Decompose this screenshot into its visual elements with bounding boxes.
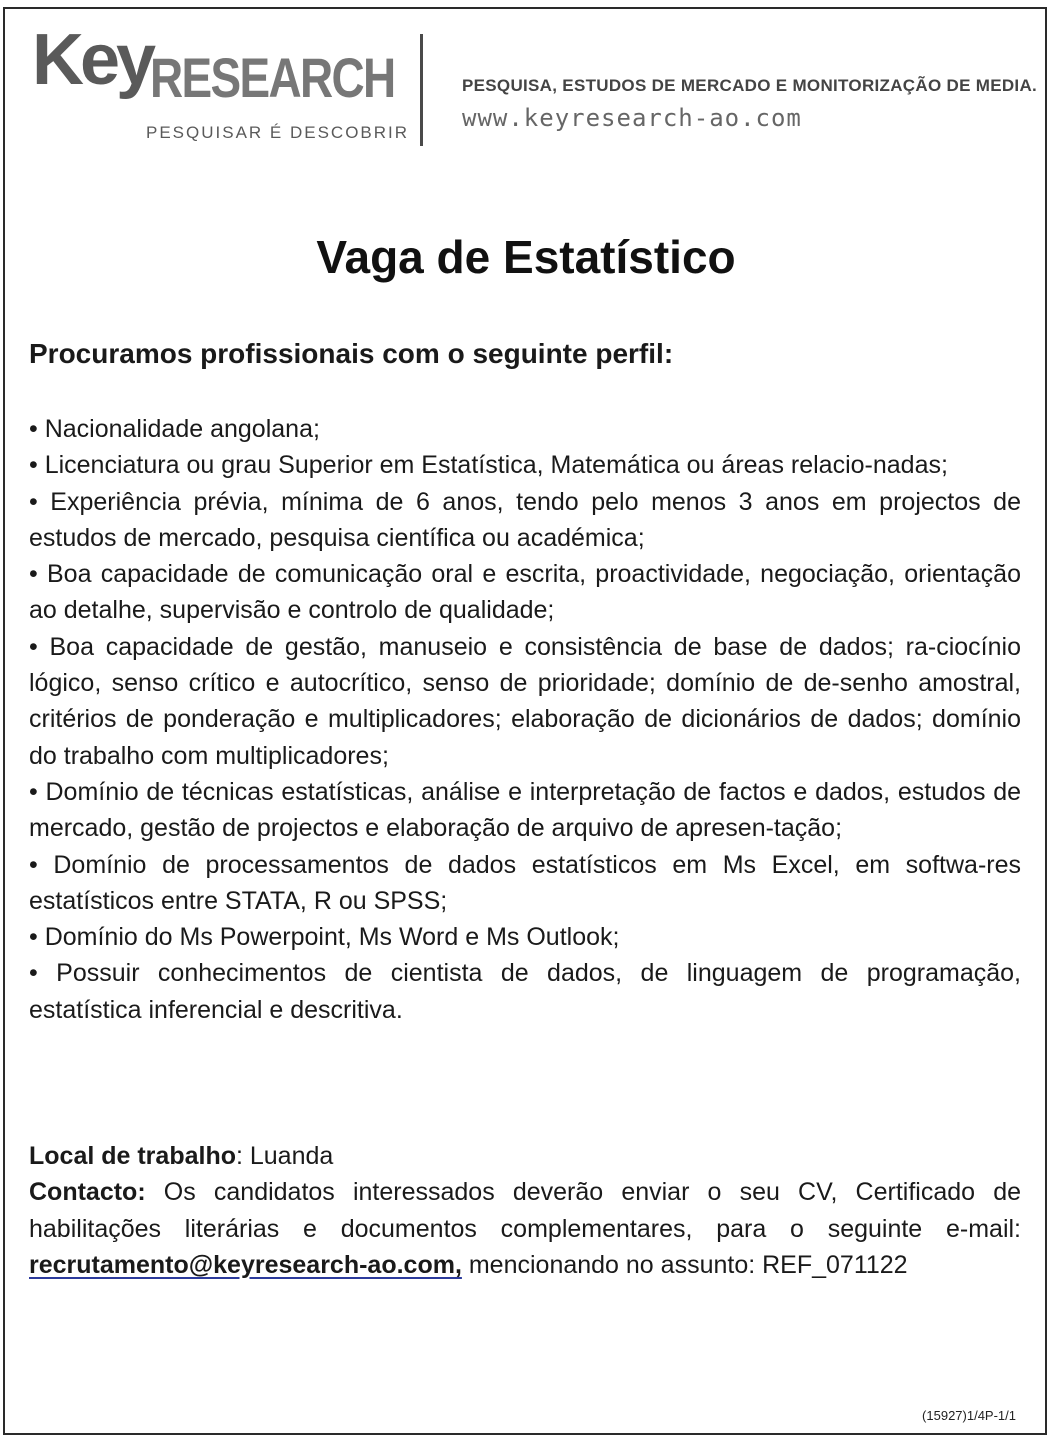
requirement-item: • Nacionalidade angolana; <box>29 415 320 443</box>
page-title: Vaga de Estatístico <box>316 231 736 283</box>
logo-key-text: Key <box>32 20 153 100</box>
profile-heading: Procuramos profissionais com o seguinte perfil: <box>29 338 674 369</box>
contact-after-text: mencionando no assunto: REF_071122 <box>461 1250 908 1279</box>
contact-label: Contacto: <box>29 1178 146 1207</box>
logo-tagline: PESQUISAR É DESCOBRIR <box>146 123 410 142</box>
footer-info <box>29 1138 1021 1283</box>
requirements-list <box>29 411 1021 1028</box>
requirement-item: • Domínio de processamentos de dados estatísticos em Ms Excel, em softwa-res estatísticos entre STATA, R ou SPSS; <box>29 850 1021 915</box>
requirement-item: • Licenciatura ou grau Superior em Estatística, Matemática ou áreas relacio-nadas; <box>29 451 948 480</box>
email-link[interactable]: recrutamento@keyresearch-ao.com, <box>29 1250 462 1279</box>
work-location-value: : Luanda <box>235 1142 334 1170</box>
company-description: PESQUISA, ESTUDOS DE MERCADO E MONITORIZAÇÃO DE MEDIA. <box>462 76 1038 95</box>
contact-text: Os candidatos interessados deverão enviar o seu CV, Certificado de habilitações literárias e documentos complementares, para o seguinte e-mail: <box>29 1178 1021 1243</box>
contact-paragraph <box>29 1174 1021 1283</box>
requirement-item: • Domínio de técnicas estatísticas, análise e interpretação de factos e dados, estudos de mercado, gestão de projectos e elaboração de arquivo de apresen-tação; <box>29 777 1021 843</box>
work-location <box>29 1138 1021 1174</box>
company-website[interactable]: www.keyresearch-ao.com <box>462 104 802 132</box>
requirement-item: • Boa capacidade de comunicação oral e escrita, proactividade, negociação, orientação ao detalhe, supervisão e controlo de qualidade; <box>29 560 1021 625</box>
requirement-item: • Boa capacidade de gestão, manuseio e consistência de base de dados; ra-ciocínio lógico, senso crítico e autocrítico, senso de prioridade; domínio de de-senho amostral, critérios de ponderação e multiplicadores; elaboração de dicionários de dados; domínio do trabalho com multiplicadores; <box>29 632 1021 770</box>
header-divider <box>420 34 423 146</box>
work-location-label: Local de trabalho <box>29 1142 236 1170</box>
requirement-item: • Possuir conhecimentos de cientista de dados, de linguagem de programação, estatística inferencial e descritiva. <box>29 959 1021 1024</box>
requirement-item: • Experiência prévia, mínima de 6 anos, tendo pelo menos 3 anos em projectos de estudos de mercado, pesquisa científica ou académica; <box>29 487 1021 552</box>
requirement-item: • Domínio do Ms Powerpoint, Ms Word e Ms Outlook; <box>29 923 620 952</box>
logo-research-text: RESEARCH <box>150 46 395 109</box>
reference-code: (15927)1/4P-1/1 <box>922 1408 1016 1423</box>
